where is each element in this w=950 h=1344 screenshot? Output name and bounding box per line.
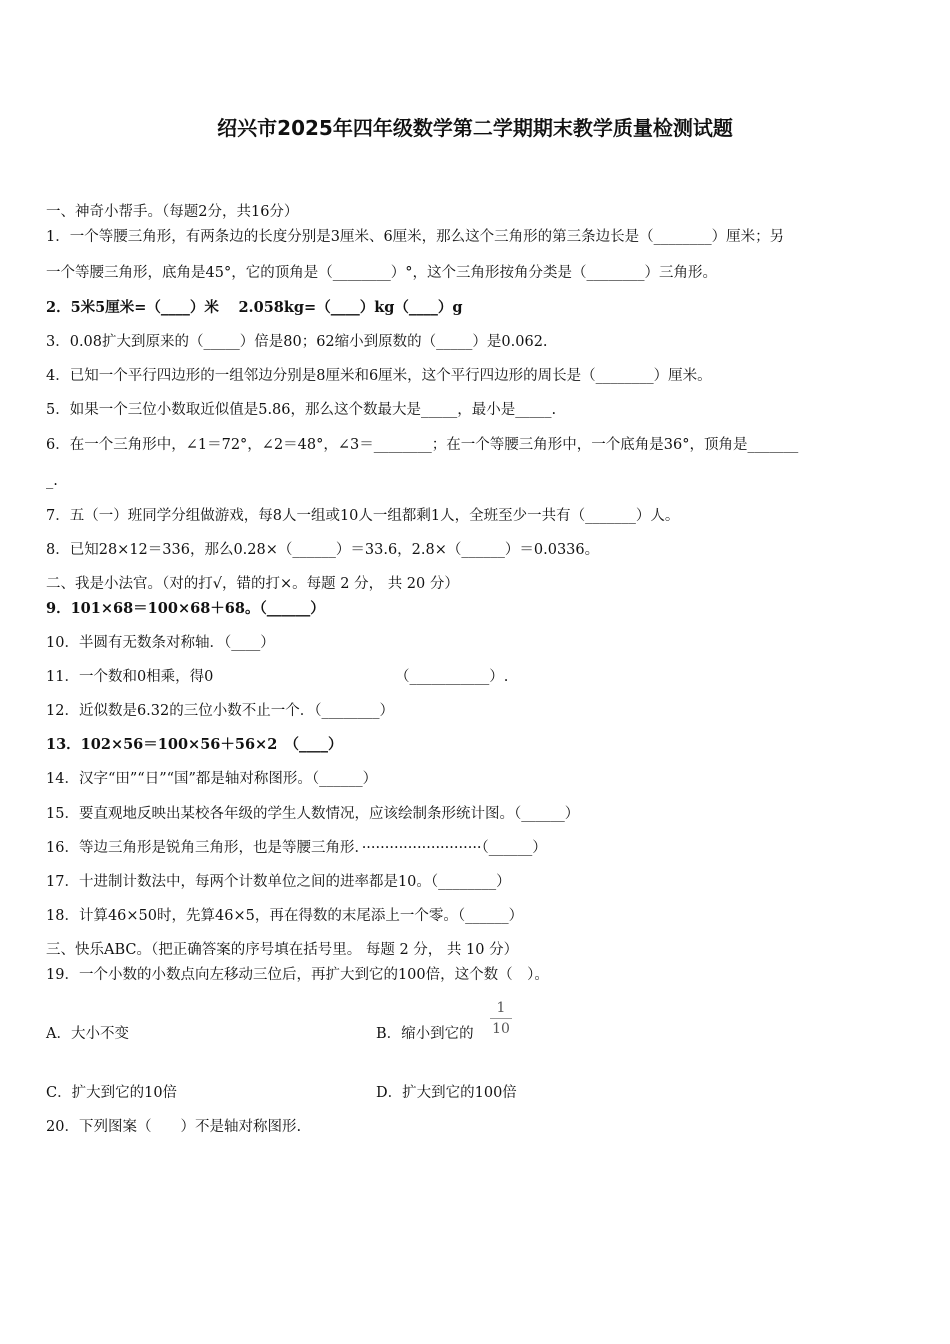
question-9: 9．101×68＝100×68＋68。（______） [46,600,325,617]
question-2: 2．5米5厘米=（____）米 2.058kg=（____）kg（____）g [46,299,463,316]
question-17: 17．十进制计数法中，每两个计数单位之间的进率都是10。（________） [46,874,511,890]
question-19-option-a: A．大小不变 [46,1026,129,1042]
fraction-one-tenth [490,999,512,1038]
question-18: 18．计算46×50时，先算46×5，再在得数的末尾添上一个零。（______） [46,908,524,924]
question-20: 20．下列图案（ ）不是轴对称图形. [46,1119,302,1135]
question-4: 4．已知一个平行四边形的一组邻边分别是8厘米和6厘米，这个平行四边形的周长是（________）厘米。 [46,368,712,384]
question-11-answer-blank: （___________）. [395,669,509,685]
question-8: 8．已知28×12＝336，那么0.28×（______）＝33.6，2.8×（______）＝0.0336。 [46,542,600,558]
question-10: 10．半圆有无数条对称轴．（____） [46,635,275,651]
question-6-line-2: _. [46,473,58,489]
question-11: 11．一个数和0相乘，得0 [46,669,214,685]
question-1-line-2: 一个等腰三角形，底角是45°，它的顶角是（________）°，这个三角形按角分类是（________）三角形。 [46,265,717,281]
section-2-header: 二、我是小法官。（对的打√，错的打×。每题 2 分， 共 20 分） [46,576,459,592]
question-3: 3．0.08扩大到原来的（_____）倍是80；62缩小到原数的（_____）是0.062. [46,334,548,350]
question-15: 15．要直观地反映出某校各年级的学生人数情况，应该绘制条形统计图。（______） [46,806,580,822]
question-1-line-1: 1．一个等腰三角形，有两条边的长度分别是3厘米、6厘米，那么这个三角形的第三条边长是（________）厘米；另 [46,229,785,245]
question-6-line-1: 6．在一个三角形中，∠1＝72°，∠2＝48°，∠3＝________；在一个等腰三角形中，一个底角是36°，顶角是_______ [46,437,799,453]
question-16: 16．等边三角形是锐角三角形，也是等腰三角形．··························（______） [46,840,547,856]
question-19-option-b: B．缩小到它的 [376,1026,474,1042]
question-19-option-d: D．扩大到它的100倍 [376,1085,517,1101]
question-19: 19．一个小数的小数点向左移动三位后，再扩大到它的100倍，这个数（ ）。 [46,967,549,983]
question-12: 12．近似数是6.32的三位小数不止一个．（________） [46,703,394,719]
question-19-option-c: C．扩大到它的10倍 [46,1085,178,1101]
section-1-header: 一、神奇小帮手。（每题2分，共16分） [46,204,299,220]
question-7: 7．五（一）班同学分组做游戏，每8人一组或10人一组都剩1人，全班至少一共有（_______）人。 [46,508,680,524]
question-13: 13．102×56＝100×56＋56×2 （____） [46,736,343,753]
page-title: 绍兴市2025年四年级数学第二学期期末教学质量检测试题 [217,116,733,140]
question-5: 5．如果一个三位小数取近似值是5.86，那么这个数最大是_____，最小是_____. [46,402,557,418]
section-3-header: 三、快乐ABC。（把正确答案的序号填在括号里。 每题 2 分， 共 10 分） [46,942,519,958]
question-14: 14．汉字“田”“日”“国”都是轴对称图形。（______） [46,771,378,787]
fraction-denominator: 10 [492,1021,510,1037]
fraction-numerator: 1 [490,999,512,1019]
